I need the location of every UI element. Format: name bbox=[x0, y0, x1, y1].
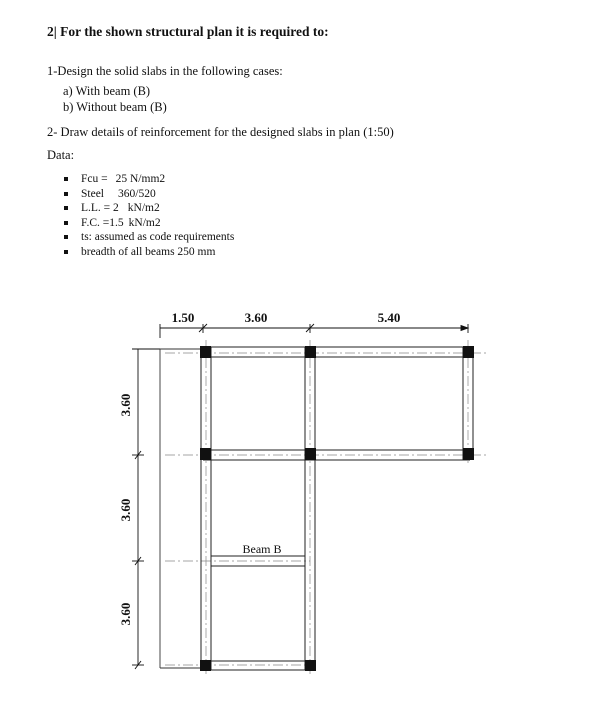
beam-b-label: Beam B bbox=[242, 542, 282, 556]
dim-left-3: 3.60 bbox=[118, 602, 133, 626]
data-label: Data: bbox=[47, 148, 75, 162]
column bbox=[200, 660, 211, 671]
column bbox=[200, 448, 211, 460]
task-2: 2- Draw details of reinforcement for the designed slabs in plan (1:50) bbox=[47, 125, 394, 139]
beams bbox=[201, 347, 473, 670]
left-dimension-line bbox=[132, 349, 160, 669]
columns bbox=[200, 346, 474, 671]
page-title: 2| For the shown structural plan it is required to: bbox=[47, 24, 329, 39]
dim-top-3: 5.40 bbox=[377, 310, 401, 325]
data-item: L.L. = 2 kN/m2 bbox=[63, 201, 234, 216]
column bbox=[305, 660, 316, 671]
column bbox=[305, 448, 316, 460]
column bbox=[463, 448, 474, 460]
data-item: F.C. =1.5 kN/m2 bbox=[63, 216, 234, 231]
data-item: Steel 360/520 bbox=[63, 187, 234, 202]
case-a: a) With beam (B) bbox=[63, 84, 151, 98]
column bbox=[305, 346, 316, 358]
dim-top-2: 3.60 bbox=[244, 310, 268, 325]
task-1: 1-Design the solid slabs in the following cases: bbox=[47, 64, 283, 78]
column bbox=[463, 346, 474, 358]
dim-left-1: 3.60 bbox=[118, 393, 133, 417]
dim-top-1: 1.50 bbox=[171, 310, 195, 325]
data-item: Fcu = 25 N/mm2 bbox=[63, 172, 234, 187]
column bbox=[200, 346, 211, 358]
cantilever-outline bbox=[160, 349, 203, 668]
dim-left-2: 3.60 bbox=[118, 498, 133, 522]
data-item: ts: assumed as code requirements bbox=[63, 230, 234, 245]
top-dimension-line bbox=[160, 324, 468, 338]
data-item: breadth of all beams 250 mm bbox=[63, 245, 234, 260]
axis-lines bbox=[165, 340, 488, 675]
case-b: b) Without beam (B) bbox=[63, 100, 167, 114]
